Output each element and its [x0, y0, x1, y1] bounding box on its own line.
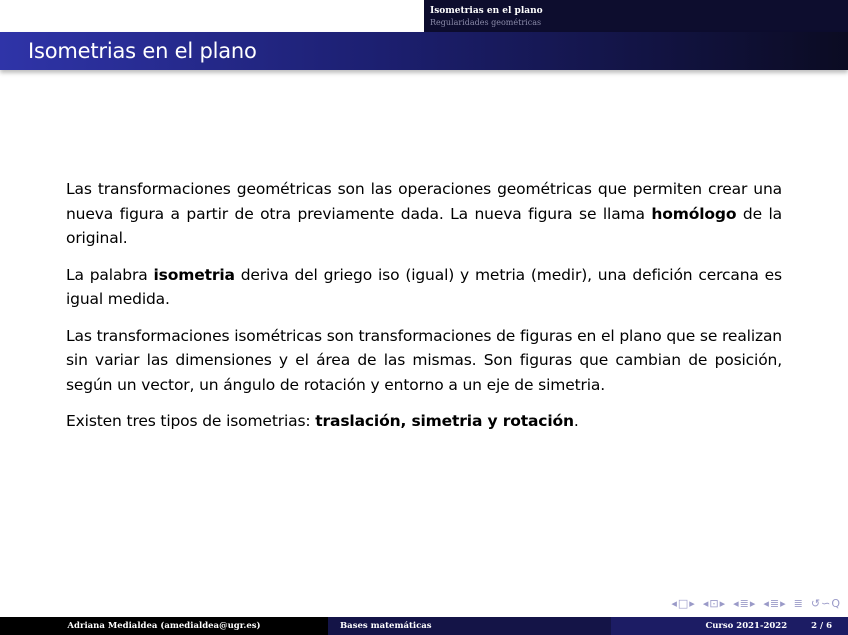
section-nav — [733, 597, 755, 610]
paragraph-1-text: Las transformaciones geométricas son las operaciones geométricas que permiten crear una nueva figura a partir de otra previamente dada. La nueva figura se llama — [66, 180, 782, 223]
frame-icon[interactable]: □ — [677, 596, 689, 610]
footer-title: Bases matemáticas — [328, 617, 611, 635]
paragraph-4-text: Existen tres tipos de isometrias: — [66, 412, 316, 430]
search-back-icon[interactable]: ↺ — [810, 596, 821, 610]
zoom-icon[interactable]: ∽ — [821, 596, 831, 610]
slide-content — [66, 177, 782, 446]
footer — [0, 617, 848, 635]
header-left-blank — [0, 0, 424, 32]
part-nav — [763, 597, 785, 610]
subsection-nav — [703, 597, 725, 610]
subsection-prev-icon[interactable]: ◂ — [702, 596, 709, 610]
frame-next-icon[interactable]: ▸ — [689, 596, 695, 610]
footer-date: Curso 2021-2022 — [705, 621, 788, 631]
zoom-search-icon[interactable]: Q — [831, 596, 840, 610]
part-icon[interactable]: ≣ — [769, 596, 780, 610]
header-section-nav — [424, 0, 848, 32]
term-homologo: homólogo — [651, 204, 737, 223]
section-link-current[interactable]: Isometrias en el plano — [430, 5, 543, 16]
paragraph-1 — [66, 177, 782, 251]
section-icon[interactable]: ≣ — [739, 596, 749, 610]
document-icon[interactable]: ≣ — [793, 596, 803, 610]
paragraph-2-text: La palabra — [66, 265, 154, 284]
frame-prev-icon[interactable]: ◂ — [671, 596, 677, 610]
term-types: traslación, simetria y rotación — [315, 412, 574, 430]
paragraph-4-end: . — [573, 412, 579, 430]
header-strip — [0, 0, 848, 32]
paragraph-2-end: deriva del griego iso (igual) y metria (medir), una defición cercana es igual medida. — [66, 265, 782, 308]
section-link-next[interactable]: Regularidades geométricas — [430, 17, 542, 27]
term-isometria: isometria — [153, 265, 235, 284]
footer-date-page — [611, 617, 848, 635]
frame-title: Isometrias en el plano — [28, 39, 257, 63]
paragraph-3: Las transformaciones isométricas son transformaciones de figuras en el plano que se realizan sin variar las dimensiones y el área de las mismas. Son figuras que cambian de posición, según un vector, un ángulo de rotación y entorno a un eje de simetria. — [66, 326, 782, 394]
frame-title-bar — [0, 32, 848, 70]
section-next-icon[interactable]: ▸ — [749, 596, 756, 610]
search-zoom-nav — [811, 597, 840, 610]
section-prev-icon[interactable]: ◂ — [733, 596, 739, 610]
frame-nav — [671, 597, 694, 610]
paragraph-4 — [66, 409, 782, 434]
part-next-icon[interactable]: ▸ — [780, 596, 786, 610]
paragraph-1-end: de la original. — [66, 204, 782, 247]
footer-author: Adriana Medialdea (amedialdea@ugr.es) — [0, 617, 328, 635]
subsection-next-icon[interactable]: ▸ — [719, 596, 726, 610]
subsection-icon[interactable]: ⊡ — [709, 596, 719, 610]
navigation-symbols — [671, 594, 840, 612]
page-number: 2 / 6 — [811, 621, 832, 631]
part-prev-icon[interactable]: ◂ — [763, 596, 769, 610]
paragraph-2 — [66, 263, 782, 312]
